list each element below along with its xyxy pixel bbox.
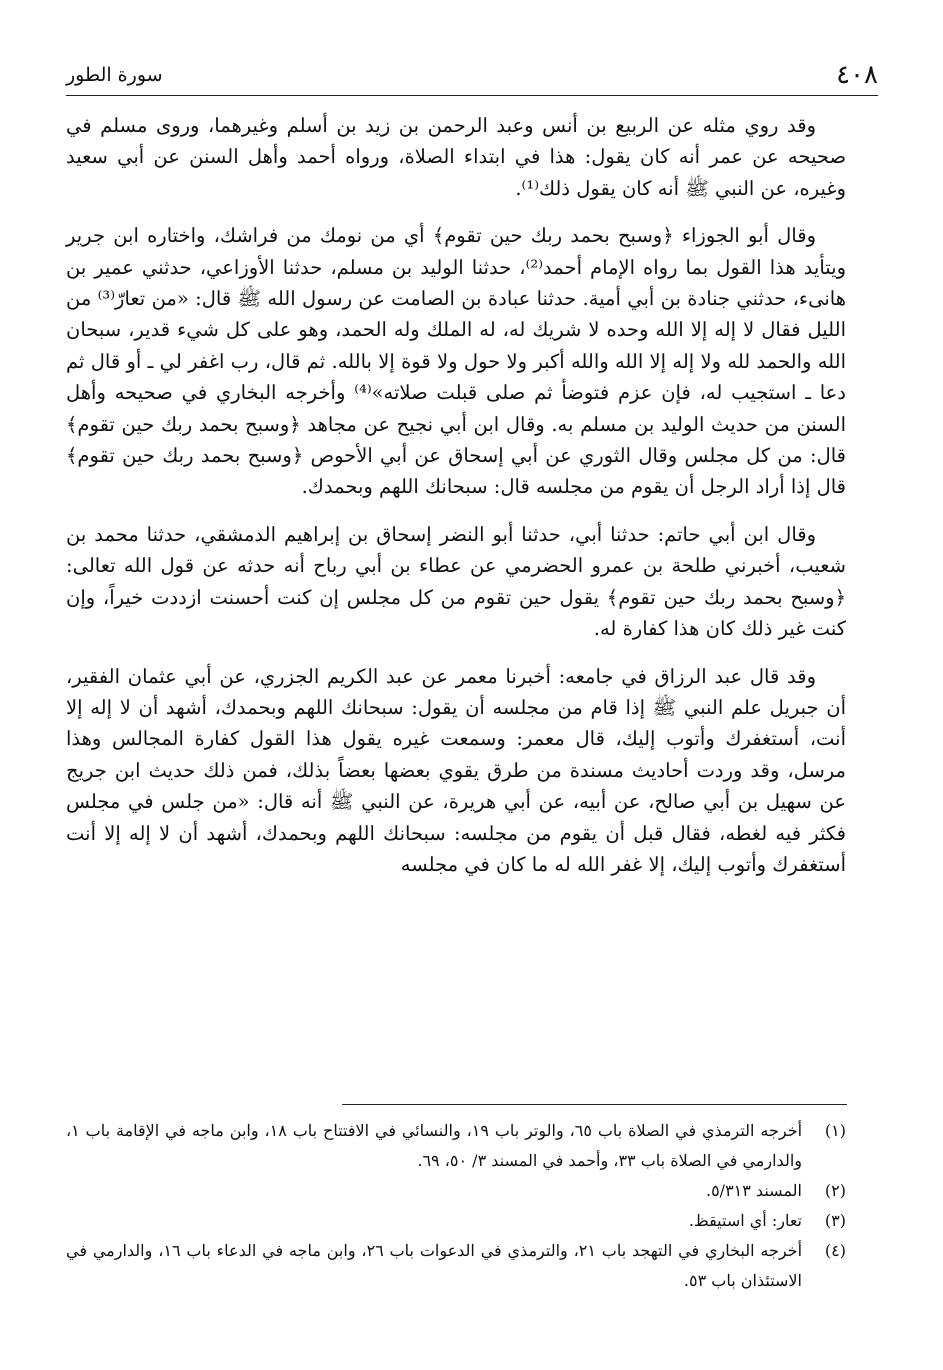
footnote-number: (٢) [824, 1181, 846, 1200]
footnote-text: أخرجه الترمذي في الصلاة باب ٦٥، والوتر باب ١٩، والنسائي في الافتتاح باب ١٨، وابن ماجه في الإقامة باب ١، والدارمي في الصلاة باب ٣٣، وأحمد في المسند ٣/ ٥٠، ٦٩. [66, 1121, 803, 1170]
paragraph: وقد روي مثله عن الربيع بن أنس وعبد الرحمن بن زيد بن أسلم وغيرهما، وروى مسلم في صحيحه عن عمر أنه كان يقول: هذا في ابتداء الصلاة، ورواه أحمد وأهل السنن عن أبي سعيد وغيره، عن النبي ﷺ أنه كان يقول ذلك⁽¹⁾. [66, 114, 846, 200]
footnotes [66, 1116, 846, 1296]
footnote [66, 1116, 846, 1176]
paragraph: وقال ابن أبي حاتم: حدثنا أبي، حدثنا أبو النضر إسحاق بن إبراهيم الدمشقي، حدثنا محمد بن شعيب، أخبرني طلحة بن عمرو الحضرمي عن عطاء بن أبي رباح أنه حدثه عن قول الله تعالى: ﴿وسبح بحمد ربك حين تقوم﴾ يقول حين تقوم من كل مجلس إن كنت أحسنت ازددت خيراً، وإن كنت غير ذلك كان هذا كفارة له. [66, 522, 846, 641]
footnote-number: (١) [824, 1121, 846, 1140]
main-text [66, 110, 846, 896]
paragraph: وقال أبو الجوزاء ﴿وسبح بحمد ربك حين تقوم﴾ أي من نومك من فراشك، واختاره ابن جرير ويتأيد هذا القول بما رواه الإمام أحمد⁽²⁾، حدثنا الوليد بن مسلم، حدثنا الأوزاعي، حدثني عمير بن هانىء، حدثني جنادة بن أبي أمية. حدثنا عبادة بن الصامت عن رسول الله ﷺ قال: «من تعارّ⁽³⁾ من الليل فقال لا إله إلا الله وحده لا شريك له، له الملك وله الحمد، وهو على كل شيء قدير، سبحان الله والحمد لله ولا إله إلا الله والله أكبر ولا حول ولا قوة إلا بالله. ثم قال، رب اغفر لي ـ أو قال ثم دعا ـ استجيب له، فإن عزم فتوضأ ثم صلى قبلت صلاته»⁽⁴⁾ وأخرجه البخاري في صحيحه وأهل السنن من حديث الوليد بن مسلم به. وقال ابن أبي نجيح عن مجاهد ﴿وسبح بحمد ربك حين تقوم﴾ قال: من كل مجلس وقال الثوري عن أبي إسحاق عن أبي الأحوص ﴿وسبح بحمد ربك حين تقوم﴾ قال إذا أراد الرجل أن يقوم من مجلسه قال: سبحانك اللهم وبحمدك. [66, 224, 846, 499]
footnote-number: (٤) [824, 1241, 846, 1260]
footnote [66, 1236, 846, 1296]
header-divider [66, 95, 878, 96]
page-header [66, 58, 878, 92]
paragraph: وقد قال عبد الرزاق في جامعه: أخبرنا معمر عن عبد الكريم الجزري، عن أبي عثمان الفقير، أن جبريل علم النبي ﷺ إذا قام من مجلسه أن يقول: سبحانك اللهم وبحمدك، أشهد أن لا إله إلا أنت، أستغفرك وأتوب إليك، قال معمر: وسمعت غيره يقول هذا القول كفارة المجالس وهذا مرسل، وقد وردت أحاديث مسندة من طرق يقوي بعضها بعضاً بذلك، فمن ذلك حديث ابن جريج عن سهيل بن أبي صالح، عن أبيه، عن أبي هريرة، عن النبي ﷺ أنه قال: «من جلس في مجلس فكثر فيه لغطه، فقال قبل أن يقوم من مجلسه: سبحانك اللهم وبحمدك، أشهد أن لا إله إلا أنت أستغفرك وأتوب إليك، إلا غفر الله له ما كان في مجلسه [66, 664, 846, 876]
footnote-text: أخرجه البخاري في التهجد باب ٢١، والترمذي في الدعوات باب ٢٦، وابن ماجه في الدعاء باب ١٦، والدارمي في الاستئذان باب ٥٣. [66, 1241, 803, 1290]
footnote-number: (٣) [824, 1211, 846, 1230]
footnote-divider [342, 1104, 847, 1105]
footnote-text: المسند ٥/٣١٣. [705, 1181, 802, 1200]
page-number: ٤٠٨ [836, 60, 878, 90]
footnote [66, 1176, 846, 1206]
footnote [66, 1206, 846, 1236]
surah-title: سورة الطور [66, 64, 163, 86]
footnote-text: تعار: أي استيقظ. [688, 1211, 802, 1230]
